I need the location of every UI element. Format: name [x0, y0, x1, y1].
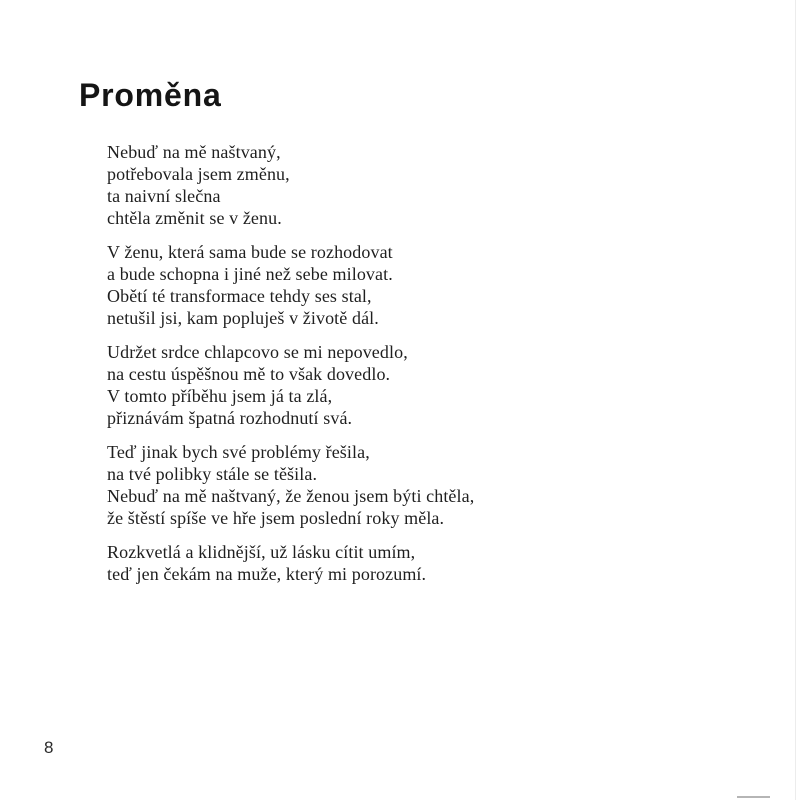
poem-stanza-3: [107, 341, 474, 429]
poem-line: teď jen čekám na muže, který mi porozumí.: [107, 564, 427, 584]
poem-stanza-5: [107, 541, 474, 585]
poem-stanza-2: [107, 241, 474, 329]
bottom-edge-mark: [737, 796, 770, 798]
poem-line: Rozkvetlá a klidnější, už lásku cítit umím,: [107, 542, 416, 562]
poem-line: přiznávám špatná rozhodnutí svá.: [107, 408, 353, 428]
poem-line: V ženu, která sama bude se rozhodovat: [107, 242, 393, 262]
poem-line: na tvé polibky stále se těšila.: [107, 464, 318, 484]
poem-line: Udržet srdce chlapcovo se mi nepovedlo,: [107, 342, 408, 362]
page-number: 8: [44, 738, 54, 757]
poem-line: Nebuď na mě naštvaný, že ženou jsem býti chtěla,: [107, 486, 475, 506]
poem-line: a bude schopna i jiné než sebe milovat.: [107, 264, 393, 284]
poem-stanza-1: [107, 141, 474, 229]
poem-line: V tomto příběhu jsem já ta zlá,: [107, 386, 333, 406]
poem-line: netušil jsi, kam popluješ v životě dál.: [107, 308, 379, 328]
poem-line: ta naivní slečna: [107, 186, 221, 206]
poem-line: na cestu úspěšnou mě to však dovedlo.: [107, 364, 391, 384]
poem-stanza-4: [107, 441, 474, 529]
poem-line: chtěla změnit se v ženu.: [107, 208, 282, 228]
poem-line: že štěstí spíše ve hře jsem poslední roky měla.: [107, 508, 445, 528]
poem-line: Obětí té transformace tehdy ses stal,: [107, 286, 372, 306]
page-edge-line: [795, 0, 796, 800]
poem-line: potřebovala jsem změnu,: [107, 164, 290, 184]
poem-line: Teď jinak bych své problémy řešila,: [107, 442, 370, 462]
poem-body: [107, 141, 474, 597]
poem-line: Nebuď na mě naštvaný,: [107, 142, 281, 162]
poem-title: Proměna: [79, 77, 222, 113]
